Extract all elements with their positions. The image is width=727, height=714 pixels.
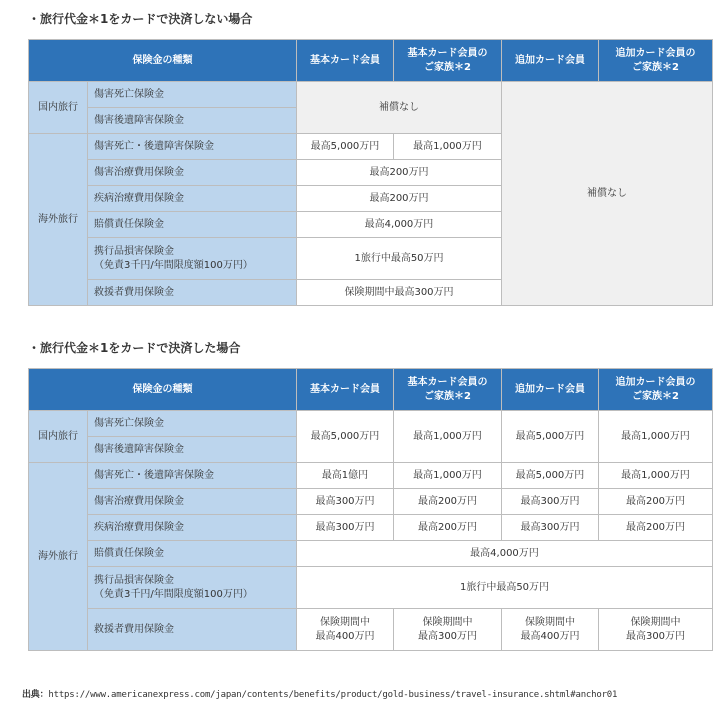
value-cell: 最高4,000万円 [297,541,713,567]
header-additional-family: 追加カード会員の ご家族＊2 [599,369,713,411]
value-cell: 最高5,000万円 [297,411,394,463]
item-rescue-cost: 救援者費用保険金 [88,609,297,651]
insurance-table-paid [28,368,713,651]
section1-heading: ・旅行代金＊1をカードで決済しない場合 [28,12,253,26]
header-basic-family: 基本カード会員の ご家族＊2 [394,40,502,82]
header-basic-member: 基本カード会員 [297,40,394,82]
value-cell: 最高200万円 [394,489,502,515]
value-cell: 保険期間中 最高400万円 [502,609,599,651]
value-cell: 最高200万円 [599,515,713,541]
source-citation [22,687,617,700]
value-cell: 最高1,000万円 [599,411,713,463]
source-url: https://www.americanexpress.com/japan/contents/benefits/product/gold-business/travel-insurance.shtml#anchor01 [48,690,618,700]
item-illness-treatment: 疾病治療費用保険金 [88,186,297,212]
header-insurance-type: 保険金の種類 [29,40,297,82]
item-liability: 賠償責任保険金 [88,541,297,567]
value-cell: 保険期間中最高300万円 [297,280,502,306]
header-basic-member: 基本カード会員 [297,369,394,411]
value-cell: 1旅行中最高50万円 [297,238,502,280]
value-cell: 最高200万円 [297,160,502,186]
header-additional-family: 追加カード会員の ご家族＊2 [599,40,713,82]
insurance-table-not-paid [28,39,713,306]
item-baggage-damage: 携行品損害保険金 （免責3千円/年間限度額100万円） [88,238,297,280]
item-injury-treatment: 傷害治療費用保険金 [88,160,297,186]
region-domestic: 国内旅行 [29,411,88,463]
item-baggage-damage: 携行品損害保険金 （免責3千円/年間限度額100万円） [88,567,297,609]
header-additional-member: 追加カード会員 [502,369,599,411]
item-injury-death: 傷害死亡保険金 [88,82,297,108]
region-overseas: 海外旅行 [29,134,88,306]
region-domestic: 国内旅行 [29,82,88,134]
additional-no-coverage: 補償なし [502,82,713,306]
value-cell: 最高1億円 [297,463,394,489]
section2-heading: ・旅行代金＊1をカードで決済した場合 [28,341,241,355]
value-cell: 最高200万円 [599,489,713,515]
value-cell: 最高1,000万円 [394,134,502,160]
value-cell: 最高4,000万円 [297,212,502,238]
value-cell: 最高5,000万円 [502,463,599,489]
value-cell: 保険期間中 最高400万円 [297,609,394,651]
value-cell: 最高5,000万円 [502,411,599,463]
header-insurance-type: 保険金の種類 [29,369,297,411]
item-rescue-cost: 救援者費用保険金 [88,280,297,306]
value-cell: 保険期間中 最高300万円 [599,609,713,651]
value-cell: 保険期間中 最高300万円 [394,609,502,651]
item-injury-disability: 傷害後遺障害保険金 [88,108,297,134]
value-cell: 最高300万円 [297,489,394,515]
region-overseas: 海外旅行 [29,463,88,651]
item-injury-treatment: 傷害治療費用保険金 [88,489,297,515]
value-cell: 最高300万円 [502,489,599,515]
value-cell: 最高1,000万円 [394,411,502,463]
value-cell: 最高300万円 [502,515,599,541]
value-cell: 最高5,000万円 [297,134,394,160]
header-basic-family: 基本カード会員の ご家族＊2 [394,369,502,411]
item-illness-treatment: 疾病治療費用保険金 [88,515,297,541]
value-cell: 1旅行中最高50万円 [297,567,713,609]
value-cell: 最高300万円 [297,515,394,541]
item-injury-disability: 傷害後遺障害保険金 [88,437,297,463]
value-cell: 最高1,000万円 [394,463,502,489]
value-cell: 最高200万円 [394,515,502,541]
item-injury-death: 傷害死亡保険金 [88,411,297,437]
domestic-no-coverage: 補償なし [297,82,502,134]
value-cell: 最高200万円 [297,186,502,212]
item-liability: 賠償責任保険金 [88,212,297,238]
header-additional-member: 追加カード会員 [502,40,599,82]
item-injury-death-disability: 傷害死亡・後遺障害保険金 [88,134,297,160]
value-cell: 最高1,000万円 [599,463,713,489]
source-label: 出典： [22,690,49,700]
item-injury-death-disability: 傷害死亡・後遺障害保険金 [88,463,297,489]
